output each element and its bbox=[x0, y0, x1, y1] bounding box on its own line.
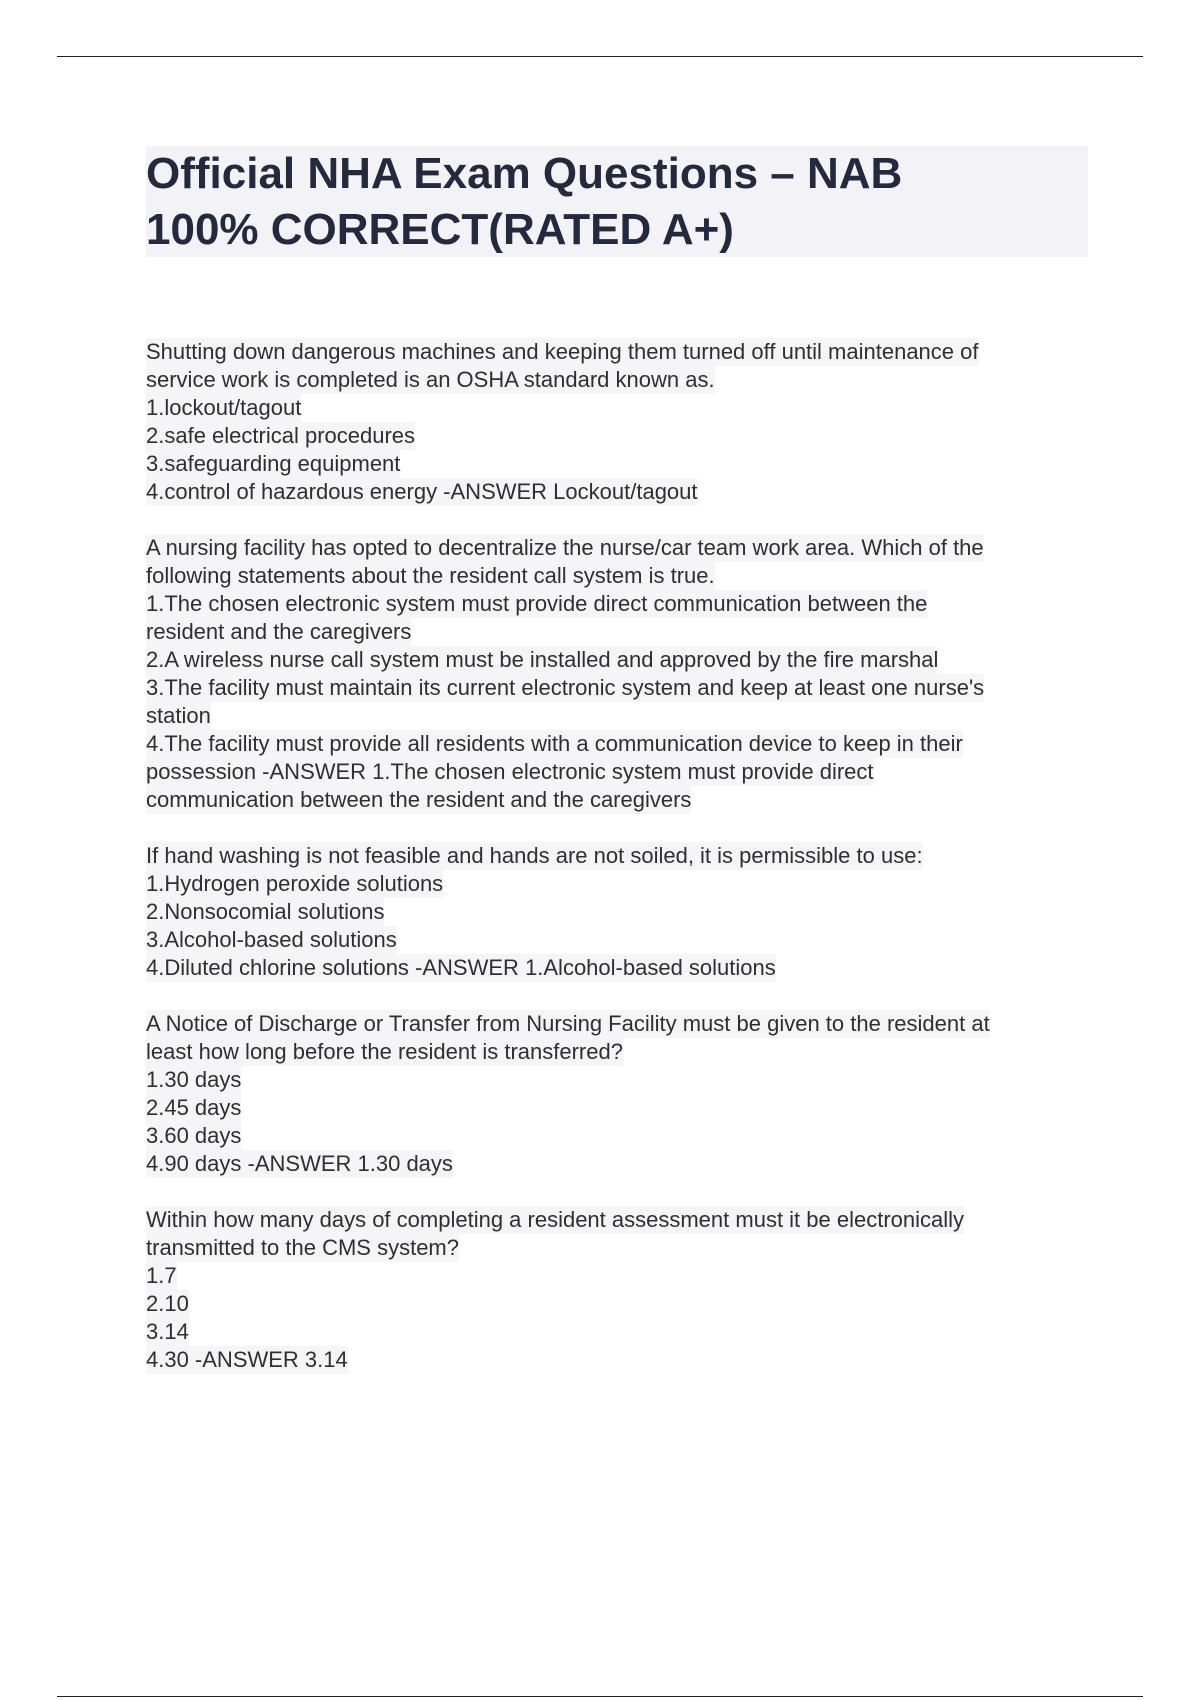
question-block-2 bbox=[146, 534, 1096, 814]
answer-option: 2.Nonsocomial solutions bbox=[146, 899, 385, 924]
answer-option-with-answer: possession -ANSWER 1.The chosen electronic system must provide direct bbox=[146, 759, 874, 784]
footer-rule bbox=[57, 1696, 1143, 1697]
question-text-line: A Notice of Discharge or Transfer from Nursing Facility must be given to the resident at bbox=[146, 1011, 990, 1036]
answer-option: 2.45 days bbox=[146, 1095, 242, 1120]
answer-option: station bbox=[146, 703, 211, 728]
answer-option: 3.safeguarding equipment bbox=[146, 451, 401, 476]
question-text-line: following statements about the resident call system is true. bbox=[146, 563, 715, 588]
page-title-line: Official NHA Exam Questions – NAB bbox=[146, 149, 903, 198]
answer-option: 1.7 bbox=[146, 1263, 177, 1288]
question-text-line: Within how many days of completing a resident assessment must it be electronically bbox=[146, 1207, 965, 1232]
answer-option: 3.The facility must maintain its current electronic system and keep at least one nurse's bbox=[146, 675, 985, 700]
question-block-4 bbox=[146, 1010, 1096, 1178]
question-text-line: Shutting down dangerous machines and keeping them turned off until maintenance of bbox=[146, 339, 979, 364]
title-block bbox=[146, 146, 1088, 257]
answer-option: 3.Alcohol-based solutions bbox=[146, 927, 397, 952]
answer-text-line: communication between the resident and the caregivers bbox=[146, 787, 692, 812]
answer-option: 1.lockout/tagout bbox=[146, 395, 302, 420]
page-title bbox=[146, 146, 1088, 258]
answer-option-with-answer: 4.30 -ANSWER 3.14 bbox=[146, 1347, 348, 1372]
answer-option: 3.60 days bbox=[146, 1123, 242, 1148]
question-text-line: transmitted to the CMS system? bbox=[146, 1235, 459, 1260]
answer-option: 2.10 bbox=[146, 1291, 189, 1316]
answer-option-with-answer: 4.90 days -ANSWER 1.30 days bbox=[146, 1151, 453, 1176]
question-text-line: If hand washing is not feasible and hands are not soiled, it is permissible to use: bbox=[146, 843, 923, 868]
answer-option: 1.30 days bbox=[146, 1067, 242, 1092]
page-title-line: 100% CORRECT(RATED A+) bbox=[146, 205, 734, 254]
question-block-1 bbox=[146, 338, 1096, 506]
question-block-3 bbox=[146, 842, 1096, 982]
answer-option: 4.The facility must provide all residents with a communication device to keep in their bbox=[146, 731, 963, 756]
answer-option: 3.14 bbox=[146, 1319, 189, 1344]
answer-option-with-answer: 4.Diluted chlorine solutions -ANSWER 1.Alcohol-based solutions bbox=[146, 955, 776, 980]
answer-option: 1.The chosen electronic system must provide direct communication between the bbox=[146, 591, 928, 616]
question-text-line: least how long before the resident is transferred? bbox=[146, 1039, 623, 1064]
answer-option: resident and the caregivers bbox=[146, 619, 412, 644]
document-body bbox=[146, 338, 1096, 1402]
question-text-line: A nursing facility has opted to decentralize the nurse/car team work area. Which of the bbox=[146, 535, 984, 560]
answer-option: 1.Hydrogen peroxide solutions bbox=[146, 871, 444, 896]
answer-option-with-answer: 4.control of hazardous energy -ANSWER Lockout/tagout bbox=[146, 479, 698, 504]
answer-option: 2.A wireless nurse call system must be installed and approved by the fire marshal bbox=[146, 647, 939, 672]
question-text-line: service work is completed is an OSHA standard known as. bbox=[146, 367, 715, 392]
answer-option: 2.safe electrical procedures bbox=[146, 423, 416, 448]
question-block-5 bbox=[146, 1206, 1096, 1374]
header-rule bbox=[57, 56, 1143, 57]
